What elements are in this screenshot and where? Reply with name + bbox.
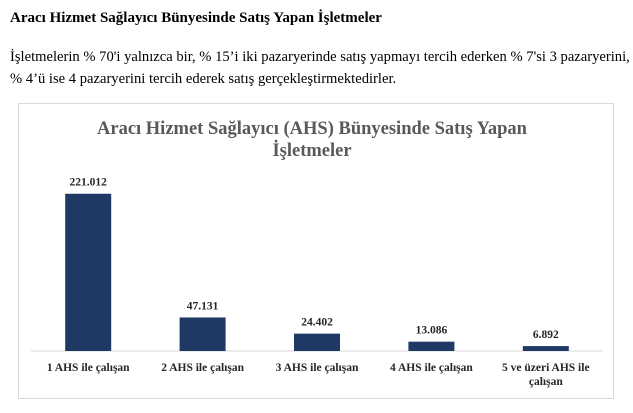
intro-paragraph: İşletmelerin % 70'i yalnızca bir, % 15’i iki pazaryerinde satış yapmayı tercih ederken % 7'si 3 pazaryerini, % 4’ü ise 4 pazaryerini tercih ederek satış gerçekleştirmektedirler.: [10, 49, 630, 87]
bar: [408, 342, 454, 351]
chart-container: [18, 103, 614, 399]
bar-chart: [19, 104, 615, 400]
bar: [180, 317, 226, 351]
bar: [523, 346, 569, 351]
data-label: 221.012: [69, 176, 107, 189]
category-label: 4 AHS ile çalışan: [390, 362, 473, 374]
category-label: 2 AHS ile çalışan: [161, 362, 244, 374]
section-heading: Aracı Hizmet Sağlayıcı Bünyesinde Satış Yapan İşletmeler: [10, 10, 382, 26]
bar: [65, 194, 111, 351]
data-label: 13.086: [415, 324, 448, 337]
bar: [294, 334, 340, 351]
category-label: 5 ve üzeri AHS ile: [502, 362, 590, 374]
category-label: çalışan: [528, 376, 563, 388]
category-label: 1 AHS ile çalışan: [46, 362, 130, 374]
data-label: 6.892: [532, 329, 559, 342]
data-label: 24.402: [301, 316, 333, 329]
data-label: 47.131: [186, 300, 219, 313]
chart-title-line: Aracı Hizmet Sağlayıcı (AHS) Bünyesinde Satış Yapan: [97, 119, 527, 139]
category-label: 3 AHS ile çalışan: [275, 362, 359, 374]
chart-title-line: İşletmeler: [272, 141, 352, 161]
